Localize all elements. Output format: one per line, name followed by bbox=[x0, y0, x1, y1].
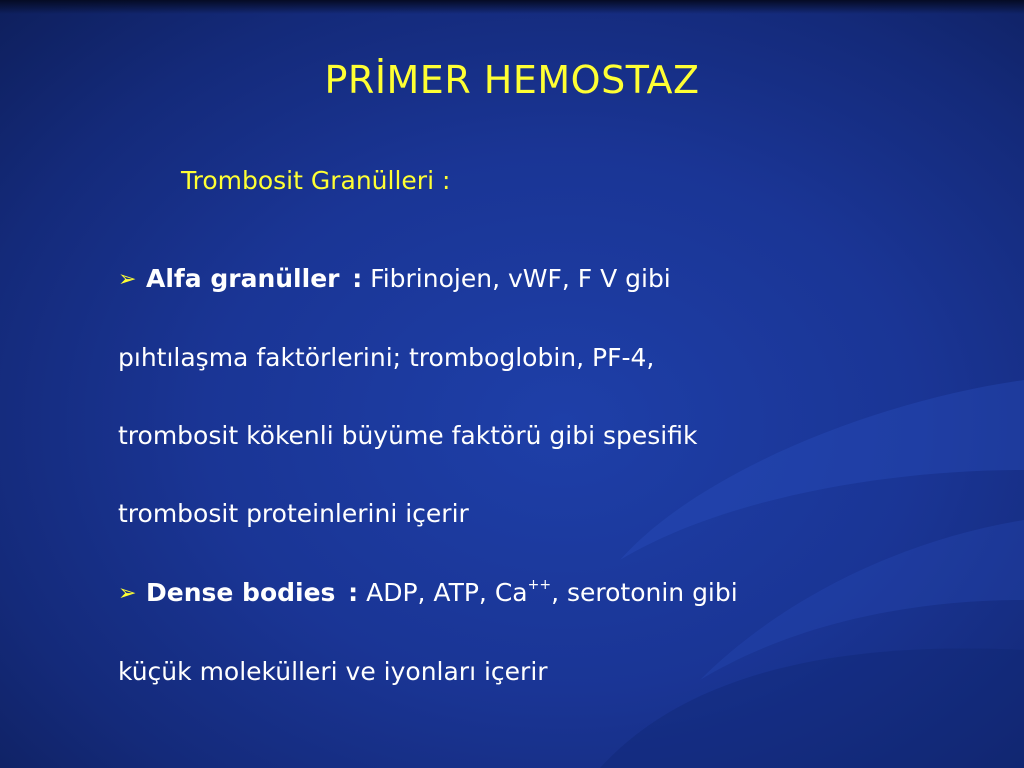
bullet-dense-bodies bbox=[118, 554, 908, 711]
arrow-bullet-icon: ➢ bbox=[118, 267, 137, 292]
bullet-lead-text: Dense bodies bbox=[146, 578, 336, 607]
bullet-lead-colon: : bbox=[352, 264, 363, 293]
bullet-line bbox=[118, 240, 908, 319]
bullet-line bbox=[118, 554, 908, 633]
bullet-line: trombosit proteinlerini içerir bbox=[118, 499, 469, 528]
superscript-charge: ++ bbox=[527, 577, 552, 593]
bullet-line: pıhtılaşma faktörlerini; tromboglobin, PF-4, bbox=[118, 343, 655, 372]
bullet-line: trombosit kökenli büyüme faktörü gibi spesifik bbox=[118, 421, 698, 450]
bullet-line: küçük molekülleri ve iyonları içerir bbox=[118, 657, 548, 686]
bullet-text: , serotonin gibi bbox=[551, 578, 738, 607]
bullet-text: ADP, ATP, Ca bbox=[366, 578, 528, 607]
bullet-lead bbox=[146, 578, 358, 607]
arrow-bullet-icon: ➢ bbox=[118, 581, 137, 606]
slide-subtitle: Trombosit Granülleri : bbox=[181, 166, 451, 195]
bullet-lead-colon: : bbox=[348, 578, 359, 607]
slide-title: PRİMER HEMOSTAZ bbox=[324, 58, 700, 102]
slide-top-band bbox=[0, 0, 1024, 14]
bullet-alfa-granuller bbox=[118, 240, 908, 553]
bullet-lead-text: Alfa granüller bbox=[146, 264, 340, 293]
bullet-text: Fibrinojen, vWF, F V gibi bbox=[370, 264, 671, 293]
bullet-lead bbox=[146, 264, 362, 293]
